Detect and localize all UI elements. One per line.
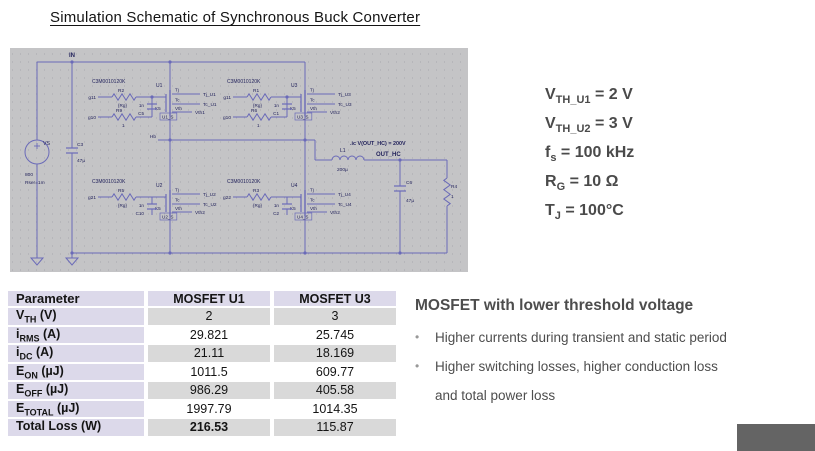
schematic-label: 47µ bbox=[406, 199, 415, 204]
value-cell: 1997.79 bbox=[148, 401, 270, 418]
schematic-label: Vth bbox=[310, 206, 317, 211]
param-text: TOTAL bbox=[24, 407, 54, 417]
sim-parameter bbox=[545, 109, 634, 138]
schematic-label: Vth2 bbox=[330, 211, 340, 216]
schematic-label: Tc_U1 bbox=[203, 103, 217, 108]
table-row bbox=[8, 327, 396, 344]
circuit-schematic bbox=[10, 48, 468, 272]
param-cell bbox=[8, 382, 144, 399]
param-text: TH_U1 bbox=[555, 94, 591, 107]
param-text: = 100 kHz bbox=[556, 144, 635, 161]
param-text: = 2 V bbox=[590, 86, 633, 103]
schematic-label: 1 bbox=[257, 123, 260, 128]
value-cell: 2 bbox=[148, 308, 270, 325]
param-text: f bbox=[545, 144, 551, 161]
table-row bbox=[8, 419, 396, 436]
inductor bbox=[332, 156, 364, 160]
schematic-label: Vth2 bbox=[195, 211, 205, 216]
junction-dot bbox=[303, 251, 306, 254]
schematic-label: C2 bbox=[273, 211, 279, 216]
schematic-label: U4 bbox=[291, 183, 298, 189]
schematic-label: R3 bbox=[253, 189, 260, 194]
table-header-row bbox=[8, 291, 396, 306]
param-text: E bbox=[16, 400, 25, 415]
bullet-line: Higher switching losses, higher conduction loss bbox=[435, 359, 718, 374]
schematic-label: VS bbox=[43, 141, 51, 147]
table-row bbox=[8, 401, 396, 418]
schematic-label: IN bbox=[69, 53, 75, 59]
param-text: R bbox=[545, 173, 557, 190]
param-text: (µJ) bbox=[53, 400, 80, 415]
schematic-label: C3M0010120K bbox=[92, 179, 126, 185]
schematic-label: U3_S bbox=[297, 114, 309, 120]
table-row bbox=[8, 308, 396, 325]
schematic-label: C3M0010120K bbox=[227, 79, 261, 85]
schematic-label: C5 bbox=[138, 111, 144, 116]
schematic-label: Vth2 bbox=[330, 111, 340, 116]
param-text: E bbox=[16, 382, 25, 396]
schematic-label: g21 bbox=[87, 196, 96, 201]
schematic-label: K5 bbox=[290, 206, 296, 211]
param-cell bbox=[8, 345, 144, 362]
schematic-label: Tc bbox=[175, 197, 180, 203]
param-text: RMS bbox=[19, 333, 40, 343]
schematic-label: Vth bbox=[175, 106, 182, 111]
sim-parameter bbox=[545, 167, 634, 196]
schematic-label: R5 bbox=[118, 189, 125, 194]
schematic-label: K5 bbox=[155, 206, 161, 211]
schematic-label: Tj_U2 bbox=[203, 193, 216, 198]
schematic-label: 47µ bbox=[77, 159, 86, 164]
value-cell: 115.87 bbox=[274, 419, 396, 436]
schematic-label: g10 bbox=[87, 116, 96, 121]
bullet-icon: • bbox=[415, 330, 420, 344]
value-cell: 986.29 bbox=[148, 382, 270, 399]
table-header-cell: MOSFET U1 bbox=[148, 291, 270, 306]
schematic-label: U1_S bbox=[162, 114, 174, 120]
param-text: (A) bbox=[39, 326, 61, 341]
schematic-label: g11 bbox=[88, 96, 96, 101]
schematic-label: Tj bbox=[310, 187, 314, 193]
schematic-label: C3M0010120K bbox=[92, 79, 126, 85]
param-text: DC bbox=[19, 351, 33, 362]
value-cell: 18.169 bbox=[274, 345, 396, 362]
schematic-label: 800 bbox=[25, 173, 34, 178]
param-text: ON bbox=[24, 370, 38, 380]
bullet-text bbox=[435, 352, 718, 410]
schematic-label: R6 bbox=[251, 109, 258, 114]
schematic-label: R4 bbox=[451, 185, 458, 190]
schematic-label: Tc bbox=[310, 97, 315, 103]
param-text: (µJ) bbox=[37, 363, 64, 378]
param-text: (V) bbox=[36, 308, 57, 322]
schematic-label: R1 bbox=[253, 89, 260, 94]
sim-parameter bbox=[545, 196, 634, 225]
value-cell: 3 bbox=[274, 308, 396, 325]
param-text: = 3 V bbox=[590, 115, 633, 132]
param-cell bbox=[8, 401, 144, 418]
schematic-label: 1n bbox=[273, 203, 279, 208]
bullet-icon: • bbox=[415, 359, 420, 373]
schematic-label: 1 bbox=[451, 195, 454, 200]
resistor bbox=[247, 194, 271, 200]
schematic-label: 200µ bbox=[337, 168, 348, 173]
resistor bbox=[112, 114, 136, 120]
notes-heading: MOSFET with lower threshold voltage bbox=[415, 297, 694, 314]
param-text: V bbox=[545, 86, 556, 103]
resistor bbox=[112, 94, 136, 100]
bullet-text bbox=[435, 323, 727, 352]
schematic-label: Tc bbox=[175, 97, 180, 103]
schematic-label: Tc_U3 bbox=[338, 103, 352, 108]
schematic-label: Hb bbox=[149, 135, 156, 140]
schematic-label: 1n bbox=[138, 203, 144, 208]
schematic-label: Tj_U1 bbox=[203, 93, 216, 98]
param-text: = 100°C bbox=[560, 202, 624, 219]
param-text: i bbox=[16, 326, 20, 341]
schematic-label: Tj bbox=[175, 87, 179, 93]
table-header-cell: Parameter bbox=[8, 291, 144, 306]
junction-dot bbox=[168, 251, 171, 254]
value-cell: 21.11 bbox=[148, 345, 270, 362]
schematic-label: g11 bbox=[223, 96, 231, 101]
param-text: Total Loss (W) bbox=[16, 419, 102, 433]
schematic-label: U2_S bbox=[162, 214, 174, 220]
schematic-label: Vth1 bbox=[195, 111, 205, 116]
param-text: V bbox=[545, 115, 556, 132]
sim-params bbox=[545, 80, 634, 225]
schematic-label: Tj_U4 bbox=[338, 193, 351, 198]
page-title: Simulation Schematic of Synchronous Buck Converter bbox=[50, 9, 421, 26]
note-bullet bbox=[415, 352, 800, 410]
schematic-label: C3M0010120K bbox=[227, 179, 261, 185]
schematic-label: {Rg} bbox=[253, 103, 262, 108]
junction-dot bbox=[70, 60, 73, 63]
value-cell: 405.58 bbox=[274, 382, 396, 399]
schematic-label: Rser=1m bbox=[25, 181, 45, 186]
param-cell bbox=[8, 308, 144, 325]
param-cell bbox=[8, 419, 144, 436]
schematic-label: U4_S bbox=[297, 214, 309, 220]
schematic-label: R2 bbox=[118, 89, 125, 94]
param-text: J bbox=[554, 210, 561, 223]
schematic-label: Tj bbox=[310, 87, 314, 93]
schematic-label: g10 bbox=[222, 116, 231, 121]
param-text: s bbox=[550, 152, 557, 165]
schematic-label: Tj bbox=[175, 187, 179, 193]
param-text: i bbox=[16, 345, 20, 359]
schematic-label: C1 bbox=[273, 111, 279, 116]
param-text: E bbox=[16, 363, 25, 378]
bullet-line: Higher currents during transient and static period bbox=[435, 330, 727, 345]
note-bullet bbox=[415, 323, 800, 352]
param-text: V bbox=[16, 308, 25, 322]
schematic-label: {Rg} bbox=[118, 103, 127, 108]
value-cell: 29.821 bbox=[148, 327, 270, 344]
value-cell: 1011.5 bbox=[148, 364, 270, 381]
param-text: T bbox=[545, 202, 555, 219]
junction-dot bbox=[70, 251, 73, 254]
schematic-label: C3 bbox=[77, 143, 84, 148]
schematic-label: C10 bbox=[135, 211, 144, 216]
schematic-label: Vth bbox=[310, 106, 317, 111]
param-text: TH_U2 bbox=[555, 123, 591, 136]
junction-dot bbox=[168, 60, 171, 63]
value-cell: 216.53 bbox=[148, 419, 270, 436]
schematic-label: Tj_U3 bbox=[338, 93, 351, 98]
schematic-label: {Rg} bbox=[118, 203, 127, 208]
sim-parameter bbox=[545, 138, 634, 167]
param-text: = 10 Ω bbox=[565, 173, 619, 190]
table-row bbox=[8, 382, 396, 399]
value-cell: 609.77 bbox=[274, 364, 396, 381]
schematic-label: K5 bbox=[290, 106, 296, 111]
table-header-cell: MOSFET U3 bbox=[274, 291, 396, 306]
schematic-label: U1 bbox=[156, 83, 163, 89]
param-text: OFF bbox=[24, 388, 43, 399]
corner-box bbox=[737, 424, 815, 451]
param-text: (A) bbox=[32, 345, 54, 359]
sim-parameter bbox=[545, 80, 634, 109]
notes-bullets bbox=[415, 323, 800, 410]
resistor bbox=[112, 194, 136, 200]
notes-panel bbox=[415, 297, 800, 410]
schematic-label: 1n bbox=[273, 103, 279, 108]
table-row bbox=[8, 364, 396, 381]
resistor bbox=[247, 114, 271, 120]
value-cell: 25.745 bbox=[274, 327, 396, 344]
resistor bbox=[247, 94, 271, 100]
table-row bbox=[8, 345, 396, 362]
schematic-label: L1 bbox=[340, 148, 346, 154]
schematic-panel bbox=[10, 48, 468, 272]
schematic-label: .ic V(OUT_HC) = 200V bbox=[350, 141, 406, 147]
schematic-label: 1n bbox=[138, 103, 144, 108]
schematic-label: {Rg} bbox=[253, 203, 262, 208]
param-cell bbox=[8, 364, 144, 381]
schematic-label: K5 bbox=[155, 106, 161, 111]
schematic-label: U3 bbox=[291, 83, 298, 89]
schematic-label: U2 bbox=[156, 183, 163, 189]
bullet-line: and total power loss bbox=[435, 388, 556, 403]
schematic-label: OUT_HC bbox=[376, 152, 401, 158]
schematic-label: C6 bbox=[406, 181, 413, 186]
schematic-label: 1 bbox=[122, 123, 125, 128]
schematic-label: g22 bbox=[222, 196, 231, 201]
schematic-label: Tc bbox=[310, 197, 315, 203]
schematic-label: Tc_U2 bbox=[203, 203, 217, 208]
param-text: TH bbox=[24, 314, 37, 325]
results-table bbox=[4, 289, 400, 438]
param-cell bbox=[8, 327, 144, 344]
schematic-label: R9 bbox=[116, 109, 123, 114]
schematic-label: Tc_U4 bbox=[338, 203, 352, 208]
param-text: (µJ) bbox=[42, 382, 69, 396]
value-cell: 1014.35 bbox=[274, 401, 396, 418]
schematic-label: Vth bbox=[175, 206, 182, 211]
param-text: G bbox=[556, 181, 566, 194]
